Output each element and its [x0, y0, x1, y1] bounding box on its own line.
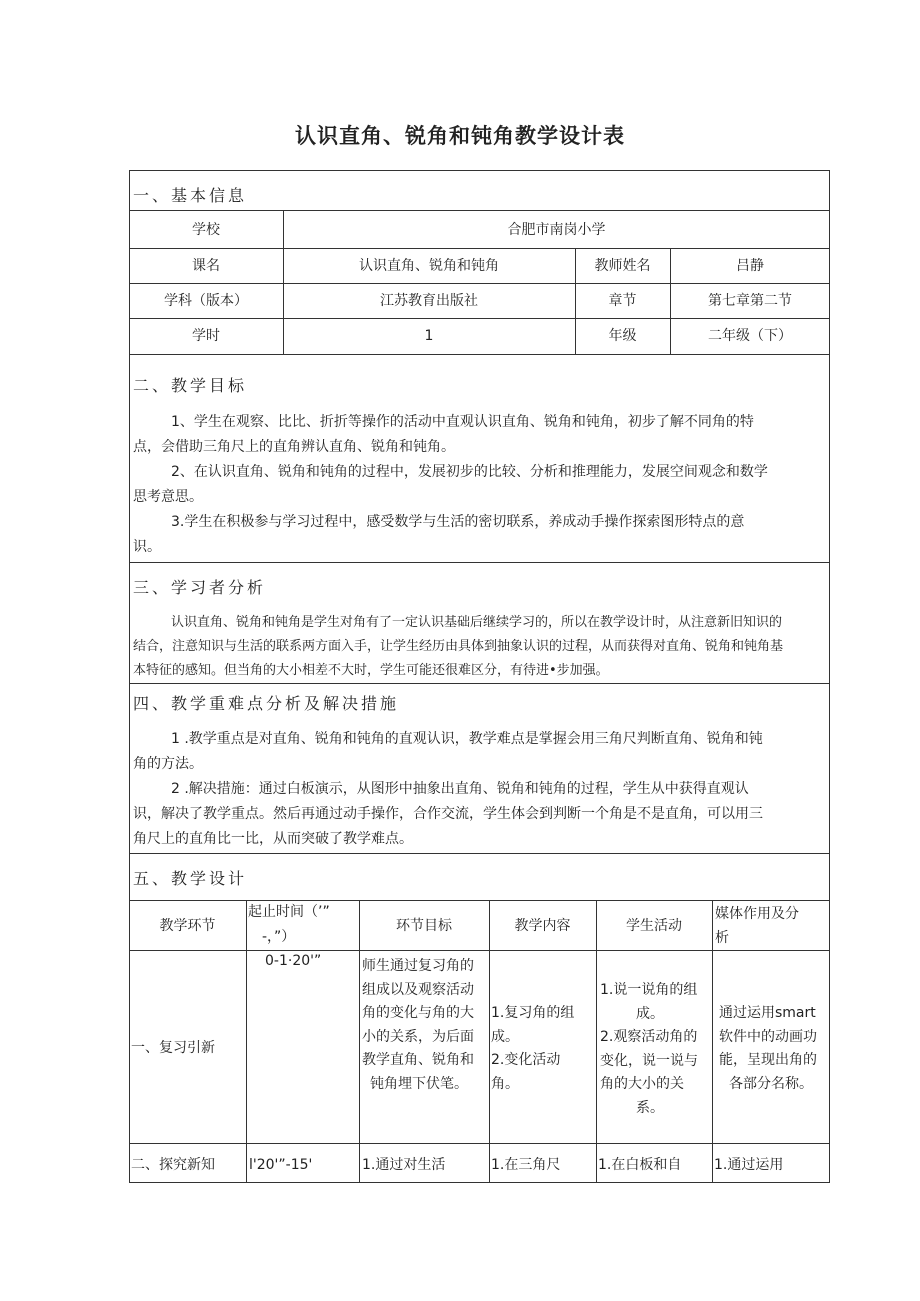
analysis-line: 认识直角、锐角和钝角是学生对角有了一定认识基础后继续学习的，所以在教学设计时，从注意新旧知识的	[171, 615, 783, 630]
analysis-line: 结合，注意知识与生活的联系两方面入手，让学生经历由具体到抽象认识的过程，从而获得对直角、锐角和钝角基	[133, 639, 784, 654]
activity-cell-line: 1.说一说角的组	[600, 982, 698, 998]
row-divider	[129, 853, 830, 854]
section-heading: 三、学习者分析	[133, 578, 267, 597]
analysis-line: 本特征的感知。但当角的大小相差不大时，学生可能还很难区分，有待进•步加强。	[133, 663, 609, 678]
goal-line: 思考意思。	[133, 489, 203, 505]
field-label: 年级	[608, 328, 637, 344]
field-value: 认识直角、锐角和钝角	[359, 258, 499, 274]
activity-cell-line: 系。	[636, 1099, 664, 1116]
col-header-goal: 环节目标	[396, 918, 452, 934]
measure-line: 1 .教学重点是对直角、锐角和钝角的直观认识，教学难点是掌握会用三角尺判断直角、锐角和钝	[171, 731, 763, 747]
time-cell: 0-1·20'”	[265, 953, 322, 969]
media-cell-line: 通过运用smart	[719, 1005, 816, 1021]
activity-cell-line: 成。	[636, 1005, 664, 1022]
activity-cell-line: 2.观察活动角的	[600, 1029, 698, 1045]
measure-line: 识，解决了教学重点。然后再通过动手操作，合作交流，学生体会到判断一个角是不是直角，可以用三	[133, 806, 763, 822]
page-title: 认识直角、锐角和钝角教学设计表	[295, 124, 625, 148]
row-divider	[129, 354, 830, 355]
measure-line: 2 .解决措施：通过白板演示，从图形中抽象出直角、锐角和钝角的过程，学生从中获得直观认	[171, 781, 749, 797]
measure-line: 角尺上的直角比一比，从而突破了教学难点。	[133, 831, 413, 847]
goal-cell-line: 师生通过复习角的	[362, 958, 474, 974]
field-value: 江苏教育出版社	[380, 293, 478, 309]
col-header-media: 析	[715, 930, 729, 946]
row-divider	[129, 683, 830, 684]
goal-cell-line: 钝角埋下伏笔。	[370, 1075, 468, 1092]
media-cell-line: 能，呈现出角的	[719, 1052, 817, 1068]
content-cell-line: 2.变化活动	[491, 1052, 561, 1068]
goal-line: 1、学生在观察、比比、折折等操作的活动中直观认识直角、锐角和钝角，初步了解不同角的特	[171, 414, 754, 430]
goal-cell-line: 角的变化与角的大	[362, 1005, 474, 1021]
field-label: 学校	[192, 222, 220, 238]
col-divider	[359, 900, 360, 1183]
row-divider	[129, 210, 830, 211]
media-cell	[719, 1002, 817, 1096]
stage-cell: 二、探究新知	[131, 1157, 215, 1173]
content-cell: 1.在三角尺	[491, 1157, 561, 1173]
row-divider	[129, 1143, 830, 1144]
goal-line: 点，会借助三角尺上的直角辨认直角、锐角和钝角。	[133, 439, 455, 455]
section-heading: 五、教学设计	[133, 869, 248, 888]
media-cell-line: 软件中的动画功	[719, 1028, 817, 1045]
goal-cell-line: 小的关系，为后面	[362, 1028, 474, 1045]
field-label: 教师姓名	[594, 258, 651, 274]
col-header-content: 教学内容	[514, 918, 571, 934]
content-cell-line: 角。	[491, 1075, 519, 1092]
goal-cell-line: 组成以及观察活动	[362, 981, 474, 998]
col-divider	[246, 900, 247, 1183]
field-label: 学科（版本）	[164, 293, 248, 309]
row-divider	[129, 562, 830, 563]
media-cell: 1.通过运用	[714, 1157, 784, 1173]
row-divider	[129, 248, 830, 249]
row-divider	[129, 318, 830, 319]
goal-cell	[362, 955, 474, 1096]
field-value: 吕静	[736, 258, 764, 274]
row-divider	[129, 283, 830, 284]
field-value: 合肥市南岗小学	[507, 222, 606, 238]
measure-line: 角的方法。	[133, 756, 203, 772]
goal-line: 3.学生在积极参与学习过程中，感受数学与生活的密切联系，养成动手操作探索图形特点的意	[171, 514, 745, 530]
col-header-time: 起止时间（’”	[248, 904, 330, 920]
col-divider	[596, 900, 597, 1183]
field-value: 二年级（下）	[708, 328, 792, 344]
section-heading: 四、教学重难点分析及解决措施	[133, 694, 400, 713]
field-value: 第七章第二节	[708, 293, 792, 309]
field-label: 章节	[608, 293, 637, 309]
row-divider	[129, 950, 830, 951]
section-heading: 一、基本信息	[133, 186, 248, 205]
col-header-stage: 教学环节	[159, 918, 216, 934]
time-cell: l'20'”-15'	[249, 1157, 313, 1173]
activity-cell-line: 变化，说一说与	[600, 1052, 698, 1069]
field-value: 1	[424, 328, 434, 344]
activity-cell-line: 角的大小的关	[600, 1076, 684, 1092]
content-cell-line: 成。	[491, 1028, 519, 1045]
section-heading: 二、教学目标	[133, 376, 248, 395]
stage-cell: 一、复习引新	[131, 1040, 215, 1056]
field-label: 学时	[192, 328, 220, 344]
media-cell-line: 各部分名称。	[729, 1075, 813, 1092]
content-cell	[491, 1002, 574, 1096]
content-cell-line: 1.复习角的组	[491, 1005, 575, 1021]
goal-cell: 1.通过对生活	[362, 1157, 446, 1173]
col-divider	[712, 900, 713, 1183]
activity-cell: 1.在白板和自	[598, 1157, 682, 1173]
col-header-media: 媒体作用及分	[715, 906, 799, 922]
activity-cell	[600, 979, 698, 1120]
goal-line: 2、在认识直角、锐角和钝角的过程中，发展初步的比较、分析和推理能力，发展空间观念和数学	[171, 464, 768, 480]
col-header-time: -，”）	[262, 929, 296, 945]
col-divider	[489, 900, 490, 1183]
col-header-activity: 学生活动	[626, 918, 682, 934]
row-divider	[129, 900, 830, 901]
goal-cell-line: 教学直角、锐角和	[362, 1052, 474, 1068]
goal-line: 识。	[133, 539, 161, 555]
field-label: 课名	[192, 258, 220, 274]
